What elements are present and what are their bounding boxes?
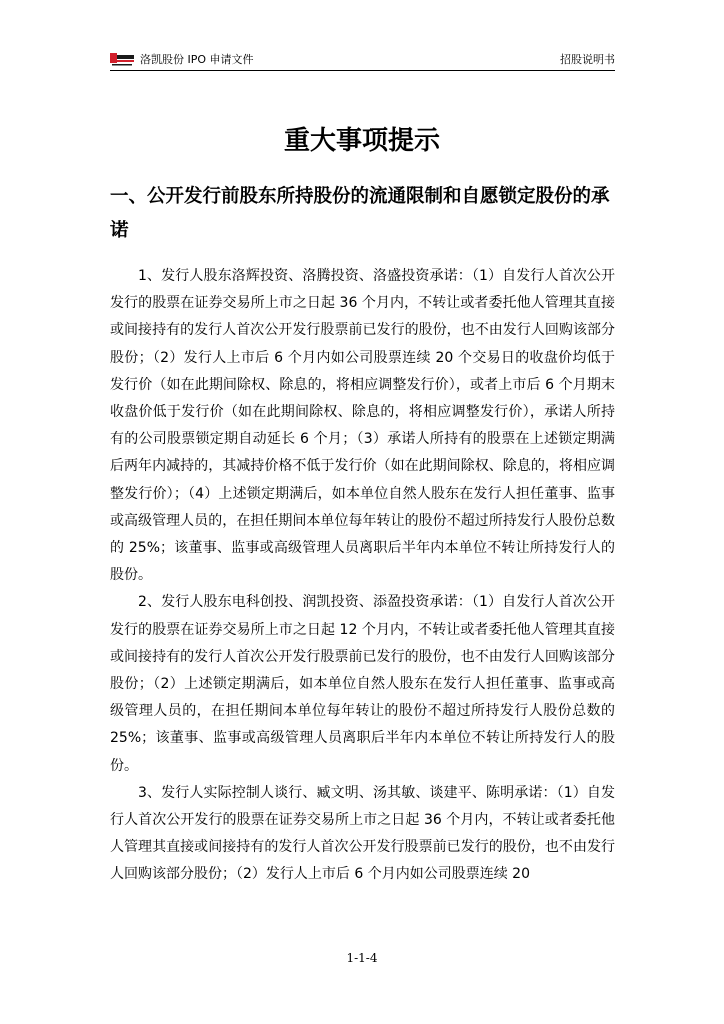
header-document-name: 洛凯股份 IPO 申请文件: [140, 53, 254, 66]
page-number: 1-1-4: [346, 951, 378, 965]
section-heading: 一、公开发行前股东所持股份的流通限制和自愿锁定股份的承诺: [110, 186, 610, 241]
page-header: [110, 50, 615, 71]
company-logo-icon: [110, 52, 134, 66]
document-body: [110, 263, 615, 889]
paragraph-1: 1、发行人股东洛辉投资、洛腾投资、洛盛投资承诺：（1）自发行人首次公开发行的股票在证券交易所上市之日起 36 个月内，不转让或者委托他人管理其直接或间接持有的发行人首次公开发行股票前已发行的股份，也不由发行人回购该部分股份；（2）发行人上市后 6 个月内如公司股票连续 20 个交易日的收盘价均低于发行价（如在此期间除权、除息的，将相应调整发行价），或者上市后 6 个月期末收盘价低于发行价（如在此期间除权、除息的，将相应调整发行价），承诺人所持有的公司股票锁定期自动延长 6 个月；（3）承诺人所持有的股票在上述锁定期满后两年内减持的，其减持价格不低于发行价（如在此期间除权、除息的，将相应调整发行价）；（4）上述锁定期满后，如本单位自然人股东在发行人担任董事、监事或高级管理人员的，在担任期间本单位每年转让的股份不超过所持发行人股份总数的 25%；该董事、监事或高级管理人员离职后半年内本单位不转让所持发行人的股份。: [110, 268, 615, 584]
page-title: 重大事项提示: [283, 126, 440, 156]
header-document-type: 招股说明书: [560, 53, 615, 66]
paragraph-2: 2、发行人股东电科创投、润凯投资、添盈投资承诺：（1）自发行人首次公开发行的股票在证券交易所上市之日起 12 个月内，不转让或者委托他人管理其直接或间接持有的发行人首次公开发行股票前已发行的股份，也不由发行人回购该部分股份；（2）上述锁定期满后，如本单位自然人股东在发行人担任董事、监事或高级管理人员的，在担任期间本单位每年转让的股份不超过所持发行人股份总数的 25%；该董事、监事或高级管理人员离职后半年内本单位不转让所持发行人的股份。: [110, 594, 615, 774]
paragraph-3: 3、发行人实际控制人谈行、臧文明、汤其敏、谈建平、陈明承诺：（1）自发行人首次公开发行的股票在证券交易所上市之日起 36 个月内，不转让或者委托他人管理其直接或间接持有的发行人首次公开发行股票前已发行的股份，也不由发行人回购该部分股份；（2）发行人上市后 6 个月内如公司股票连续 20: [110, 784, 615, 883]
